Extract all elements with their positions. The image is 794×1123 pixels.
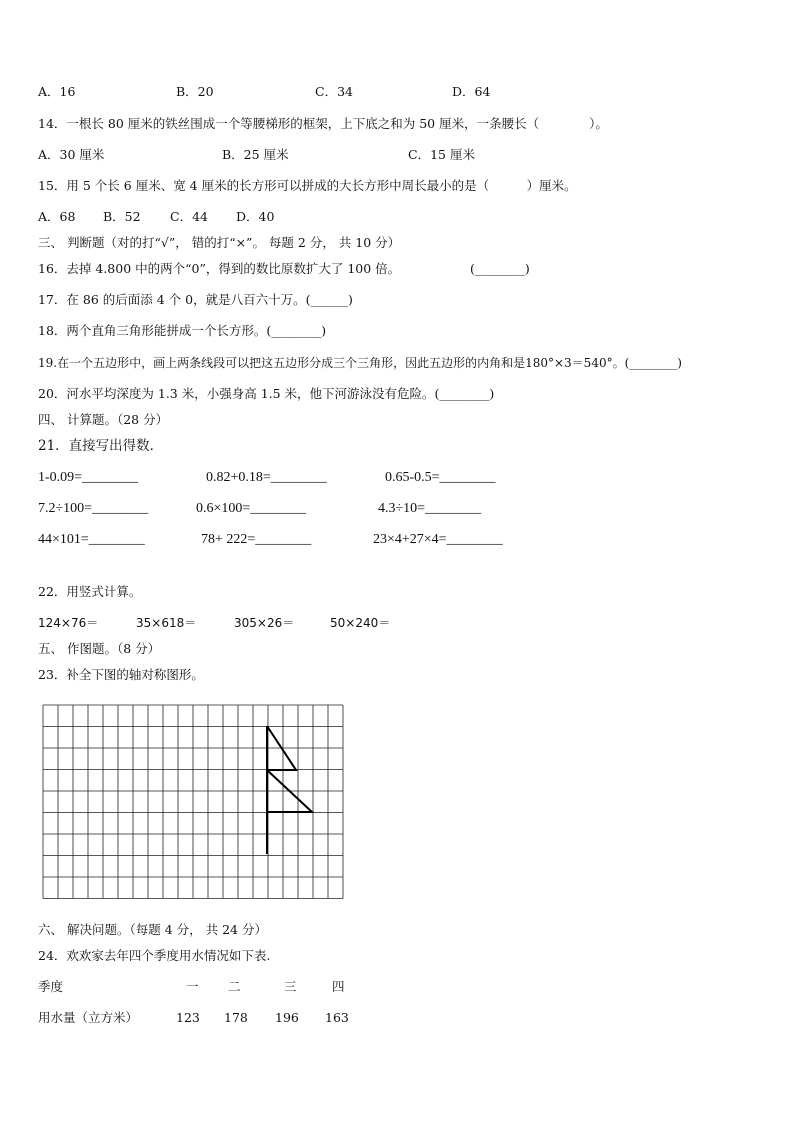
table-quarter: 三 <box>284 979 297 994</box>
q24-title: 24．欢欢家去年四个季度用水情况如下表. <box>38 948 271 963</box>
section-5-title: 五、 作图题。（8 分） <box>38 641 161 656</box>
q17-text: 17．在 86 的后面添 4 个 0，就是八百六十万。(______) <box>38 292 353 307</box>
q14-text: 14．一根长 80 厘米的铁丝围成一个等腰梯形的框架，上下底之和为 50 厘米，一条腰长（ ）。 <box>38 116 608 131</box>
table-quarter: 二 <box>228 979 241 994</box>
q15-option-a: A．68 <box>38 209 76 224</box>
q21-item: 0.65-0.5=________ <box>385 470 496 485</box>
q16-text: 16．去掉 4.800 中的两个“0”，得到的数比原数扩大了 100 倍。 <box>38 261 401 276</box>
q16-answer-blank[interactable]: (________) <box>470 261 530 276</box>
q23-title: 23．补全下图的轴对称图形。 <box>38 667 204 682</box>
q21-item: 44×101=________ <box>38 532 145 547</box>
q21-title: 21．直接写出得数． <box>38 438 164 454</box>
q13-option-b: B．20 <box>176 84 214 99</box>
table-value: 178 <box>224 1010 248 1025</box>
q18-text: 18．两个直角三角形能拼成一个长方形。(________) <box>38 323 327 338</box>
q21-item: 78+ 222=________ <box>201 532 312 547</box>
table-value: 196 <box>275 1010 299 1025</box>
q21-item: 0.6×100=________ <box>196 501 307 516</box>
q13-option-a: A．16 <box>38 84 76 99</box>
section-6-title: 六、 解决问题。（每题 4 分， 共 24 分） <box>38 922 267 937</box>
q22-title: 22．用竖式计算。 <box>38 584 142 599</box>
q22-item: 124×76＝ <box>38 616 99 630</box>
q19-text: 19.在一个五边形中，画上两条线段可以把这五边形分成三个三角形，因此五边形的内角和是180°×3＝540°。(________) <box>38 356 682 370</box>
q22-item: 35×618＝ <box>136 616 197 630</box>
table-value: 163 <box>325 1010 349 1025</box>
table-row-label: 用水量（立方米） <box>38 1010 139 1025</box>
q21-item: 4.3÷10=________ <box>378 501 482 516</box>
table-value: 123 <box>176 1010 200 1025</box>
q21-item: 0.82+0.18=________ <box>206 470 327 485</box>
q21-item: 23×4+27×4=________ <box>373 532 503 547</box>
q13-option-d: D．64 <box>452 84 491 99</box>
table-header-label: 季度 <box>38 979 64 994</box>
q21-item: 7.2÷100=________ <box>38 501 149 516</box>
q14-option-b: B．25 厘米 <box>222 147 289 162</box>
table-quarter: 一 <box>186 979 199 994</box>
q22-item: 50×240＝ <box>330 616 391 630</box>
symmetry-grid[interactable] <box>42 704 346 900</box>
section-4-title: 四、 计算题。（28 分） <box>38 412 169 427</box>
q14-option-c: C．15 厘米 <box>408 147 475 162</box>
section-3-title: 三、 判断题（对的打“√”， 错的打“×”。 每题 2 分， 共 10 分） <box>38 235 401 250</box>
q20-text: 20．河水平均深度为 1.3 米，小强身高 1.5 米，他下河游泳没有危险。(________) <box>38 386 495 401</box>
table-quarter: 四 <box>332 979 345 994</box>
q15-option-d: D．40 <box>236 209 275 224</box>
q21-item: 1-0.09=________ <box>38 470 139 485</box>
q14-option-a: A．30 厘米 <box>38 147 105 162</box>
q15-option-c: C．44 <box>170 209 208 224</box>
half-figure <box>267 726 312 854</box>
q15-option-b: B．52 <box>103 209 141 224</box>
q22-item: 305×26＝ <box>234 616 295 630</box>
q15-text: 15．用 5 个长 6 厘米、宽 4 厘米的长方形可以拼成的大长方形中周长最小的是（ ）厘米。 <box>38 178 577 193</box>
q13-option-c: C．34 <box>315 84 353 99</box>
